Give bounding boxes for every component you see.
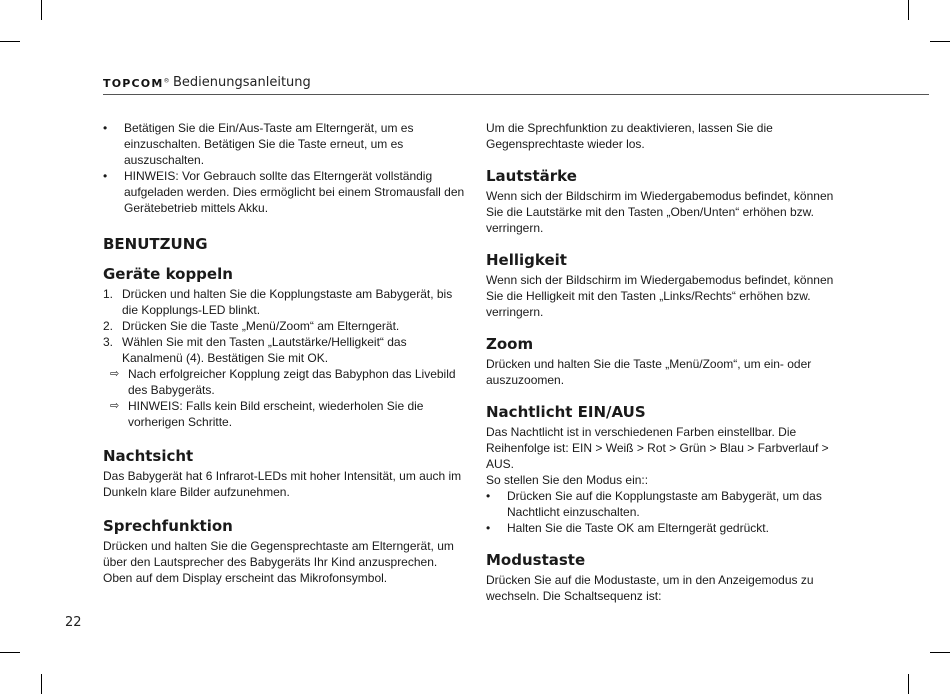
crop-mark — [908, 0, 909, 20]
note-text: Nach erfolgreicher Kopplung zeigt das Babyphon das Livebild des Babygeräts. — [128, 367, 456, 397]
list-item — [103, 286, 465, 318]
night-vision-heading: Nachtsicht — [103, 447, 194, 465]
bullet-icon: • — [486, 489, 491, 503]
logo-text: TOPCOM — [103, 77, 164, 90]
bullet-icon: • — [103, 169, 108, 183]
note-text: HINWEIS: Falls kein Bild erscheint, wiederholen Sie die vorherigen Schritte. — [128, 399, 424, 429]
nightlight-bullet-list — [486, 488, 848, 536]
zoom-heading: Zoom — [486, 335, 534, 353]
night-vision-text: Das Babygerät hat 6 Infrarot-LEDs mit hoher Intensität, um auch im Dunkeln klare Bilder aufzunehmen. — [103, 469, 462, 499]
volume-heading: Lautstärke — [486, 167, 577, 185]
section-title: BENUTZUNG — [103, 235, 208, 253]
list-item — [103, 334, 465, 366]
left-column — [103, 120, 465, 586]
nightlight-heading: Nachtlicht EIN/AUS — [486, 403, 646, 421]
page-number: 22 — [65, 615, 82, 630]
intro-bullet-list — [103, 120, 465, 216]
volume-text: Wenn sich der Bildschirm im Wiedergabemodus befindet, können Sie die Lautstärke mit den Tasten „Oben/Unten“ erhöhen bzw. verringern. — [486, 189, 834, 235]
right-column — [486, 120, 848, 604]
header-title: Bedienungsanleitung — [173, 75, 311, 90]
list-item — [103, 120, 465, 168]
nightlight-instruction: So stellen Sie den Modus ein:: — [486, 473, 649, 487]
step-text: Drücken Sie die Taste „Menü/Zoom“ am Elterngerät. — [122, 319, 400, 333]
list-item — [103, 398, 465, 430]
step-number: 1. — [103, 287, 114, 301]
crop-mark — [41, 674, 42, 694]
crop-mark — [0, 41, 20, 42]
list-item-text: Halten Sie die Taste OK am Elterngerät gedrückt. — [507, 521, 769, 535]
mode-text: Drücken Sie auf die Modustaste, um in den Anzeigemodus zu wechseln. Die Schaltsequenz ist: — [486, 573, 814, 603]
talk-text: Drücken und halten Sie die Gegensprechtaste am Elterngerät, um über den Lautsprecher des Babygeräts Ihr Kind anzusprechen. Oben auf dem Display erscheint das Mikrofonsymbol. — [103, 539, 454, 585]
step-text: Wählen Sie mit den Tasten „Lautstärke/Helligkeit“ das Kanalmenü (4). Bestätigen Sie mit OK. — [122, 335, 407, 365]
arrow-right-icon: ⇨ — [110, 400, 120, 412]
list-item — [103, 168, 465, 216]
crop-mark — [41, 0, 42, 20]
list-item — [486, 488, 848, 520]
step-text: Drücken und halten Sie die Kopplungstaste am Babygerät, bis die Kopplungs-LED blinkt. — [122, 287, 453, 317]
arrow-right-icon: ⇨ — [110, 368, 120, 380]
brand-logo — [103, 77, 171, 90]
list-item-text: HINWEIS: Vor Gebrauch sollte das Elterngerät vollständig aufgeladen werden. Dies ermöglicht bei einem Stromausfall den Gerätebetrieb mittels Akku. — [124, 169, 465, 215]
talk-heading: Sprechfunktion — [103, 517, 233, 535]
brightness-text: Wenn sich der Bildschirm im Wiedergabemodus befindet, können Sie die Helligkeit mit den Tasten „Links/Rechts“ erhöhen bzw. verringern. — [486, 273, 834, 319]
page-header — [103, 76, 929, 95]
pairing-notes — [103, 366, 465, 430]
list-item — [103, 318, 465, 334]
nightlight-text: Das Nachtlicht ist in verschiedenen Farben einstellbar. Die Reihenfolge ist: EIN > Weiß > Rot > Grün > Blau > Farbverlauf > AUS. — [486, 425, 829, 471]
crop-mark — [930, 652, 950, 653]
crop-mark — [0, 652, 20, 653]
bullet-icon: • — [486, 521, 491, 535]
pairing-steps — [103, 286, 465, 366]
step-number: 3. — [103, 335, 114, 349]
talk-off-text: Um die Sprechfunktion zu deaktivieren, lassen Sie die Gegensprechtaste wieder los. — [486, 121, 773, 151]
mode-heading: Modustaste — [486, 551, 586, 569]
brightness-heading: Helligkeit — [486, 251, 567, 269]
pairing-heading: Geräte koppeln — [103, 265, 233, 283]
logo-registered-mark: ® — [163, 77, 171, 85]
zoom-text: Drücken und halten Sie die Taste „Menü/Zoom“, um ein- oder auszuzoomen. — [486, 357, 812, 387]
list-item-text: Drücken Sie auf die Kopplungstaste am Babygerät, um das Nachtlicht einzuschalten. — [507, 489, 822, 519]
list-item — [486, 520, 848, 536]
crop-mark — [908, 674, 909, 694]
list-item — [103, 366, 465, 398]
step-number: 2. — [103, 319, 114, 333]
list-item-text: Betätigen Sie die Ein/Aus-Taste am Elterngerät, um es einzuschalten. Betätigen Sie die Taste erneut, um es auszuschalten. — [124, 121, 414, 167]
bullet-icon: • — [103, 121, 108, 135]
crop-mark — [930, 41, 950, 42]
